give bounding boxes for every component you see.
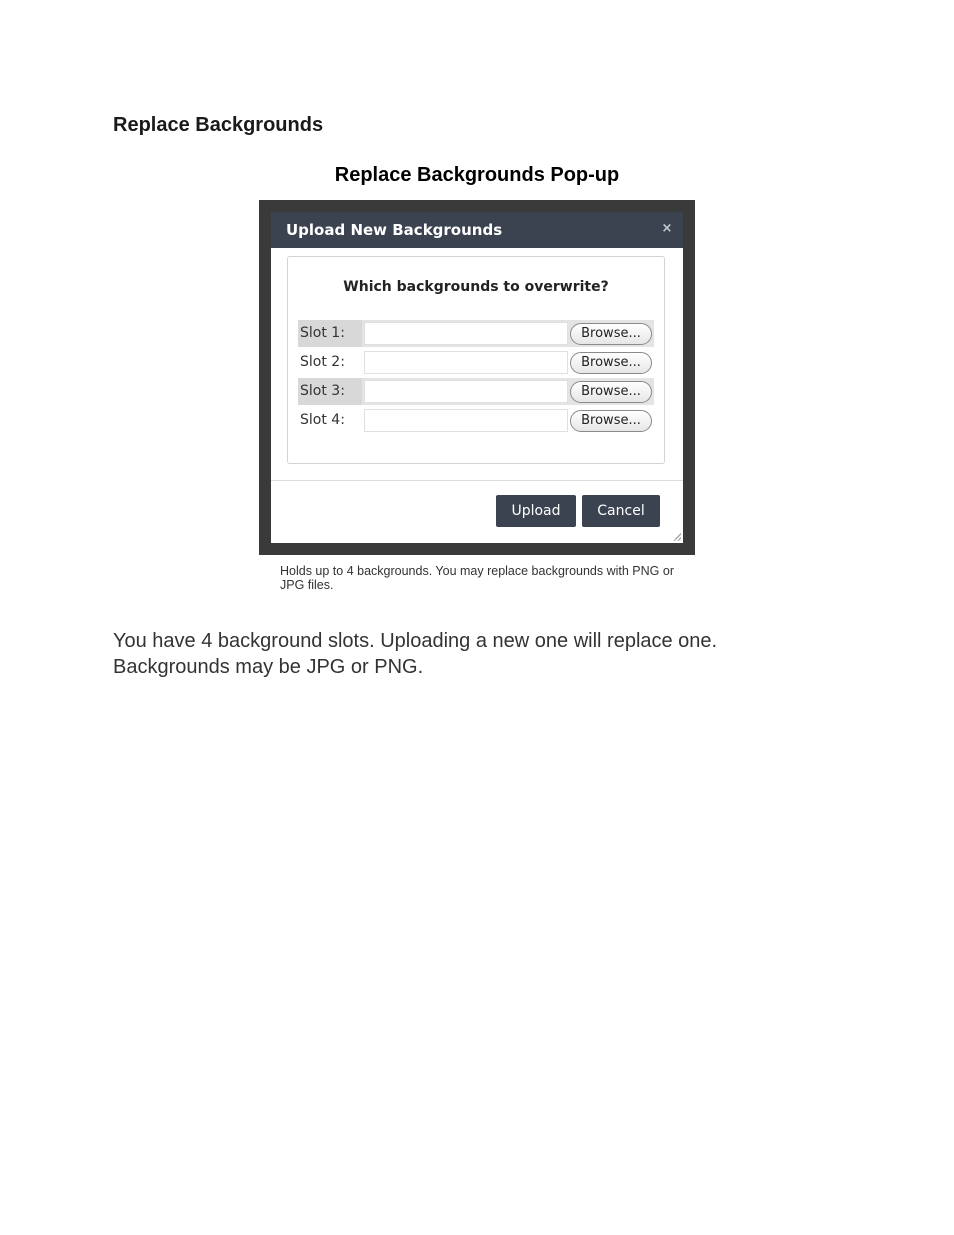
slot-row-1 <box>298 319 654 348</box>
dialog-title: Upload New Backgrounds <box>286 221 503 239</box>
slot-4-file-input[interactable] <box>364 409 568 432</box>
slot-1-file-input[interactable] <box>364 322 568 345</box>
slot-label: Slot 2: <box>300 354 345 370</box>
panel-question: Which backgrounds to overwrite? <box>343 279 609 295</box>
body-paragraph <box>113 628 873 680</box>
slot-file-cell <box>362 407 654 434</box>
upload-dialog <box>271 212 683 543</box>
upload-button[interactable]: Upload <box>496 495 576 527</box>
dialog-divider <box>271 480 683 481</box>
close-icon[interactable]: × <box>661 221 673 236</box>
slot-row-2 <box>298 348 654 377</box>
slot-file-cell <box>362 320 654 347</box>
cancel-button[interactable]: Cancel <box>582 495 660 527</box>
slots-panel <box>287 256 665 464</box>
slot-file-cell <box>362 378 654 405</box>
slot-row-4 <box>298 406 654 435</box>
dialog-titlebar[interactable] <box>271 212 683 248</box>
slot-row-3 <box>298 377 654 406</box>
slot-2-browse-button[interactable]: Browse... <box>570 352 652 374</box>
slot-file-cell <box>362 349 654 376</box>
dialog-screenshot <box>259 200 695 555</box>
slot-3-browse-button[interactable]: Browse... <box>570 381 652 403</box>
slot-label: Slot 1: <box>298 320 362 347</box>
section-heading: Replace Backgrounds <box>113 114 324 136</box>
slot-4-browse-button[interactable]: Browse... <box>570 410 652 432</box>
slot-3-file-input[interactable] <box>364 380 568 403</box>
body-text-line-2: Backgrounds may be JPG or PNG. <box>113 656 424 678</box>
figure-caption: Replace Backgrounds Pop-up <box>334 164 620 186</box>
slots-table <box>298 319 654 435</box>
slot-2-file-input[interactable] <box>364 351 568 374</box>
slot-label: Slot 3: <box>298 378 362 405</box>
slot-1-browse-button[interactable]: Browse... <box>570 323 652 345</box>
body-text-line-1: You have 4 background slots. Uploading a new one will replace one. <box>113 630 718 652</box>
figure-note: Holds up to 4 backgrounds. You may replace backgrounds with PNG or JPG files. <box>280 564 674 592</box>
resize-grip-icon[interactable] <box>673 533 681 541</box>
slot-label: Slot 4: <box>300 412 345 428</box>
